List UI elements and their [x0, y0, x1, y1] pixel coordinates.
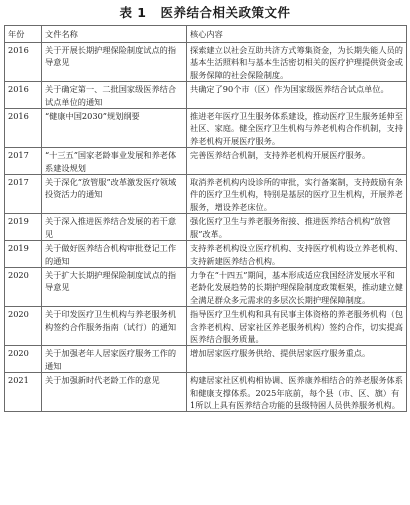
cell-year: 2020 — [5, 346, 42, 373]
cell-document-name: 关于做好医养结合机构审批登记工作的通知 — [42, 241, 187, 268]
table-row — [5, 175, 407, 214]
table-header-row — [5, 26, 407, 43]
cell-core-content: 构建居家社区机构相协调、医养康养相结合的养老服务体系和健康支撑体系。2025年底前，每个县（市、区、旗）有1所以上具有医养结合功能的县级特困人员供养服务机构。 — [187, 373, 407, 412]
cell-document-name: 关于开展长期护理保险制度试点的指导意见 — [42, 43, 187, 82]
cell-year: 2016 — [5, 109, 42, 148]
cell-core-content: 增加居家医疗服务供给、提供居家医疗服务重点。 — [187, 346, 407, 373]
table-row — [5, 214, 407, 241]
cell-year: 2021 — [5, 373, 42, 412]
cell-document-name: 关于深入推进医养结合发展的若干意见 — [42, 214, 187, 241]
cell-core-content: 指导医疗卫生机构和具有民事主体资格的养老服务机构（包含养老机构、居家社区养老服务机构）签约合作，切实提高医养结合服务质量。 — [187, 307, 407, 346]
table-row — [5, 346, 407, 373]
cell-core-content: 完善医养结合机制，支持养老机构开展医疗服务。 — [187, 148, 407, 175]
cell-document-name: “十三五”国家老龄事业发展和养老体系建设规划 — [42, 148, 187, 175]
cell-year: 2019 — [5, 214, 42, 241]
cell-document-name: 关于加强新时代老龄工作的意见 — [42, 373, 187, 412]
cell-document-name: 关于深化“放管服”改革激发医疗领域投资活力的通知 — [42, 175, 187, 214]
cell-document-name: “健康中国2030”规划纲要 — [42, 109, 187, 148]
cell-core-content: 推进老年医疗卫生服务体系建设，推动医疗卫生服务延伸至社区、家庭。健全医疗卫生机构与养老机构合作机制，支持养老机构开展医疗服务。 — [187, 109, 407, 148]
policy-table — [4, 25, 407, 412]
table-caption — [4, 3, 406, 22]
cell-core-content: 强化医疗卫生与养老服务衔接、推进医养结合机构“放管服”改革。 — [187, 214, 407, 241]
header-year: 年份 — [5, 26, 42, 43]
cell-core-content: 支持养老机构设立医疗机构、支持医疗机构设立养老机构、支持新建医养结合机构。 — [187, 241, 407, 268]
table-row — [5, 43, 407, 82]
header-core-content: 核心内容 — [187, 26, 407, 43]
table-title: 医养结合相关政策文件 — [160, 5, 291, 20]
table-row — [5, 241, 407, 268]
cell-year: 2020 — [5, 267, 42, 306]
cell-document-name: 关于印发医疗卫生机构与养老服务机构签约合作服务指南（试行）的通知 — [42, 307, 187, 346]
cell-document-name: 关于确定第一、二批国家级医养结合试点单位的通知 — [42, 82, 187, 109]
cell-document-name: 关于加强老年人居家医疗服务工作的通知 — [42, 346, 187, 373]
table-row — [5, 373, 407, 412]
cell-year: 2016 — [5, 82, 42, 109]
table-number: 表 1 — [119, 5, 147, 20]
cell-year: 2017 — [5, 148, 42, 175]
cell-core-content: 共确定了90个市（区）作为国家级医养结合试点单位。 — [187, 82, 407, 109]
cell-year: 2019 — [5, 241, 42, 268]
cell-core-content: 力争在“十四五”期间，基本形成适应我国经济发展水平和老龄化发展趋势的长期护理保险制度政策框架，推动建立健全满足群众多元需求的多层次长期护理保障制度。 — [187, 267, 407, 306]
header-document-name: 文件名称 — [42, 26, 187, 43]
cell-year: 2017 — [5, 175, 42, 214]
table-row — [5, 307, 407, 346]
table-row — [5, 82, 407, 109]
cell-core-content: 探索建立以社会互助共济方式筹集资金，为长期失能人员的基本生活照料和与基本生活密切相关的医疗护理提供资金或服务保障的社会保险制度。 — [187, 43, 407, 82]
cell-core-content: 取消养老机构内设诊所的审批，实行备案制，支持鼓励有条件的医疗卫生机构，特别是基层的医疗卫生机构，开展养老服务，增设养老床位。 — [187, 175, 407, 214]
cell-document-name: 关于扩大长期护理保险制度试点的指导意见 — [42, 267, 187, 306]
table-row — [5, 109, 407, 148]
table-row — [5, 267, 407, 306]
cell-year: 2020 — [5, 307, 42, 346]
table-row — [5, 148, 407, 175]
cell-year: 2016 — [5, 43, 42, 82]
